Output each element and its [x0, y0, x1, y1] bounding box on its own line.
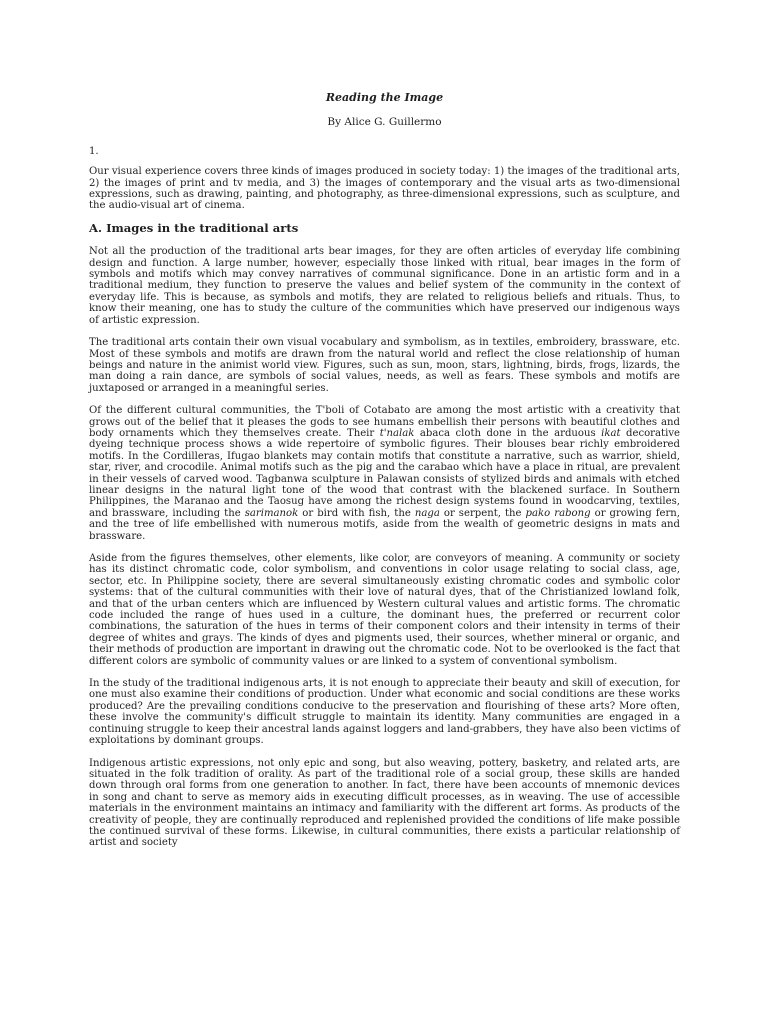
- term-pako-rabong: pako rabong: [525, 507, 591, 519]
- p3-text-2: abaca cloth done in the arduous: [414, 427, 602, 439]
- paragraph-3: [89, 405, 680, 542]
- paragraph-5: In the study of the traditional indigenous arts, it is not enough to appreciate their beauty and skill of execution, for one must also examine their conditions of production. Under what economic and social conditions are these works produced? Are the prevailing conditions conducive to the preservation and flourishing of these arts? More often, these involve the community's difficult struggle to maintain its identity. Many communities are engaged in a continuing struggle to keep their ancestral lands against loggers and land-grabbers, they have also been victims of exploitations by dominant groups.: [89, 678, 680, 747]
- document-title: Reading the Image: [325, 91, 444, 104]
- paragraph-1: Not all the production of the traditional arts bear images, for they are often articles of everyday life combining design and function. A large number, however, especially those linked with ritual, bear images in the form of symbols and motifs which may convey narratives of communal significance. Done in an artistic form and in a traditional medium, they function to preserve the values and belief system of the community in the context of everyday life. This is because, as symbols and motifs, they are related to religious beliefs and rituals. Thus, to know their meaning, one has to study the culture of the communities which have preserved our indigenous ways of artistic expression.: [89, 246, 680, 326]
- p3-text-6: or growing fern, and the tree of life embellished with numerous motifs, aside from the wealth of geometric designs in mats and brassware.: [89, 507, 680, 542]
- document-author: By Alice G. Guillermo: [327, 116, 442, 129]
- intro-paragraph: Our visual experience covers three kinds of images produced in society today: 1) the images of the traditional arts, 2) the images of print and tv media, and 3) the images of contemporary and the visual arts as two-dimensional expressions, such as drawing, painting, and photography, as three-dimensional expressions, such as sculpture, and the audio-visual art of cinema.: [89, 166, 680, 212]
- term-sarimanok: sarimanok: [244, 507, 299, 519]
- p3-text-5: or serpent, the: [439, 507, 526, 519]
- p3-text-4: or bird with fish, the: [298, 507, 415, 519]
- paragraph-6: Indigenous artistic expressions, not only epic and song, but also weaving, pottery, basketry, and related arts, are situated in the folk tradition of orality. As part of the traditional role of a social group, these skills are handed down through oral forms from one generation to another. In fact, there have been accounts of mnemonic devices in song and chant to serve as memory aids in executing difficult processes, as in weaving. The use of accessible materials in the environment maintains an intimacy and familiarity with the different art forms. As products of the creativity of people, they are continually reproduced and replenished provided the conditions of life make possible the continued survival of these forms. Likewise, in cultural communities, there exists a particular relationship of artist and society: [89, 757, 680, 849]
- paragraph-2: The traditional arts contain their own visual vocabulary and symbolism, as in textiles, embroidery, brassware, etc. Most of these symbols and motifs are drawn from the natural world and reflect the close relationship of human beings and nature in the animist world view. Figures, such as sun, moon, stars, lightning, birds, frogs, lizards, the man doing a rain dance, are symbols of social values, needs, as well as fears. These symbols and motifs are juxtaposed or arranged in a meaningful series.: [89, 337, 680, 394]
- paragraph-4: Aside from the figures themselves, other elements, like color, are conveyors of meaning. A community or society has its distinct chromatic code, color symbolism, and conventions in color usage relating to social class, age, sector, etc. In Philippine society, there are several simultaneously existing chromatic codes and symbolic color systems: that of the cultural communities with their love of natural dyes, that of the Christianized lowland folk, and that of the urban centers which are influenced by Western cultural values and artistic forms. The chromatic code included the range of hues used in a culture, the dominant hues, the preferred or recurrent color combinations, the saturation of the hues in terms of their component colors and their intensity in terms of their degree of whites and grays. The kinds of dyes and pigments used, their sources, whether mineral or organic, and their methods of production are important in drawing out the chromatic code. Not to be overlooked is the fact that different colors are symbolic of community values or are linked to a system of conventional symbolism.: [89, 553, 680, 667]
- section-heading-a: A. Images in the traditional arts: [89, 220, 299, 235]
- p3-text-1: Of the different cultural communities, the T'boli of Cotabato are among the most artistic with a creativity that grows out of the belief that it pleases the gods to see humans embellish their persons with beautiful clothes and body ornaments which they themselves create. Their: [89, 405, 680, 439]
- p3-text-3: decorative dyeing technique process shows a wide repertoire of symbolic figures. Their blouses bear richly embroidered motifs. In the Cordilleras, Ifugao blankets may contain motifs that constitute a narrative, such as warrior, shield, star, river, and crocodile. Animal motifs such as the pig and the carabao which have a place in ritual, are prevalent in their vessels of carved wood. Tagbanwa sculpture in Palawan consists of stylized birds and animals with etched linear designs in the natural light tone of the wood that contrast with the blackened surface. In Southern Philippines, the Maranao and the Taosug have among the richest design systems found in woodcarving, textiles, and brassware, including the: [89, 427, 680, 519]
- term-tnalak: t'nalak: [379, 427, 415, 439]
- term-ikat: ikat: [601, 427, 621, 439]
- term-naga: naga: [414, 507, 440, 519]
- section-number: 1.: [89, 145, 99, 157]
